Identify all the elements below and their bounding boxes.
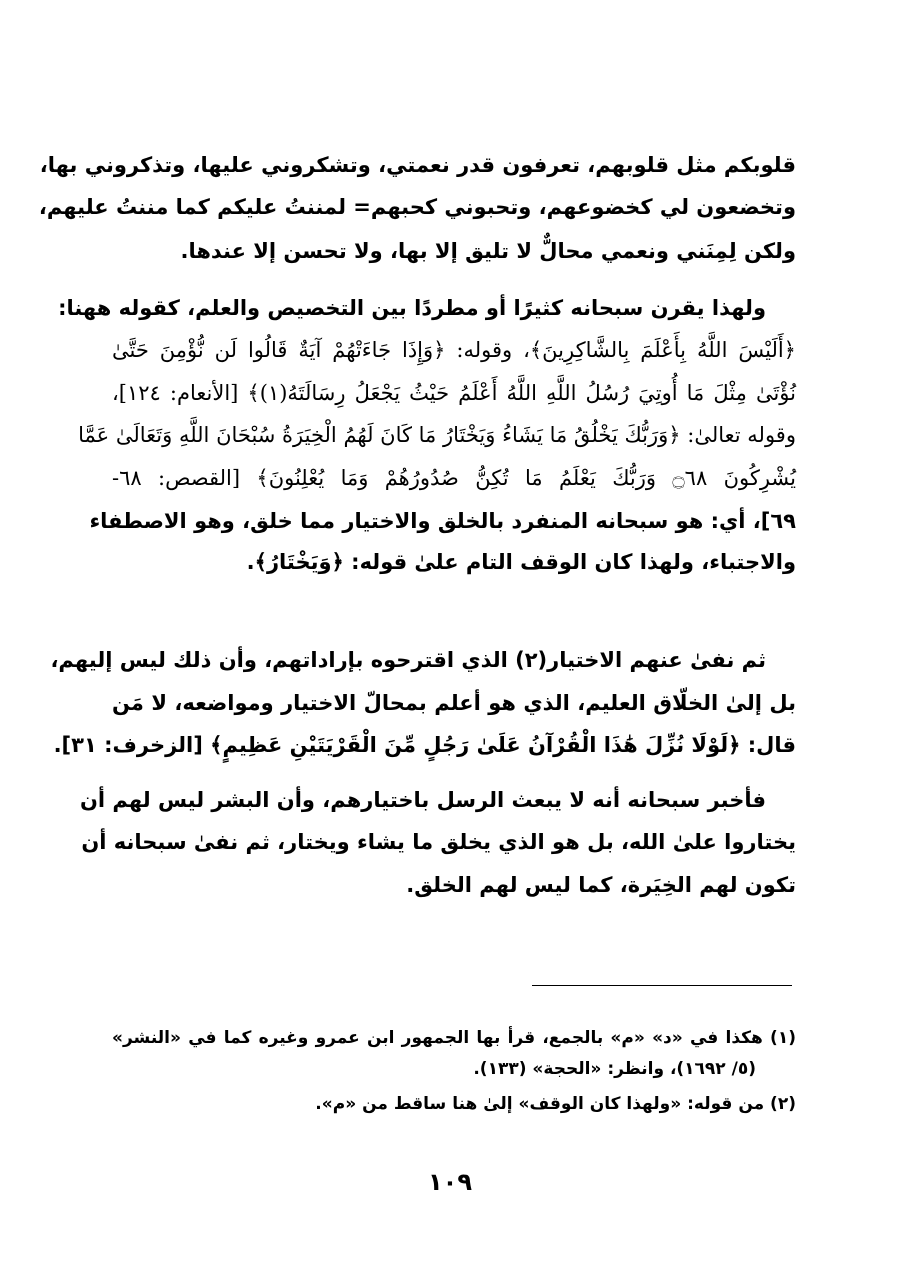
body-line: قلوبكم مثل قلوبهم، تعرفون قدر نعمتي، وتشكروني عليها، وتذكروني بها، (39, 153, 796, 177)
footnote-1-continued: (٥/ ١٦٩٢)، وانظر: «الحجة» (١٣٣). (473, 1059, 756, 1079)
body-line: تكون لهم الخِيَرة، كما ليس لهم الخلق. (406, 873, 796, 897)
body-line: والاجتباء، ولهذا كان الوقف التام علىٰ قوله: ﴿وَيَخْتَارُ﴾. (246, 550, 796, 574)
body-line: ثم نفىٰ عنهم الاختيار(٢) الذي اقترحوه بإراداتهم، وأن ذلك ليس إليهم، (50, 648, 766, 672)
body-line: قال: ﴿لَوْلَا نُزِّلَ هَٰذَا الْقُرْآنُ عَلَىٰ رَجُلٍ مِّنَ الْقَرْيَتَيْنِ عَظِيمٍ﴾ [الزخرف: ٣١]. (53, 733, 796, 757)
body-line: بل إلىٰ الخلّاق العليم، الذي هو أعلم بمحالّ الاختيار ومواضعه، لا مَن (112, 691, 796, 715)
quran-line: يُشْرِكُونَ ۝٦٨ وَرَبُّكَ يَعْلَمُ مَا تُكِنُّ صُدُورُهُمْ وَمَا يُعْلِنُونَ﴾ [القصص: ٦٨- (112, 466, 797, 490)
body-line: ٦٩]، أي: هو سبحانه المنفرد بالخلق والاختيار مما خلق، وهو الاصطفاء (89, 509, 796, 533)
body-line: فأخبر سبحانه أنه لا يبعث الرسل باختيارهم، وأن البشر ليس لهم أن (79, 788, 766, 812)
quran-line: نُؤْتَىٰ مِثْلَ مَا أُوتِيَ رُسُلُ اللَّهِ اللَّهُ أَعْلَمُ حَيْثُ يَجْعَلُ رِسَالَتَهُ(١)﴾ [الأنعام: ١٢٤]، (112, 381, 796, 405)
body-line: وتخضعون لي كخضوعهم، وتحبوني كحبهم= لمننتُ عليكم كما مننتُ عليهم، (38, 195, 796, 219)
body-line: يختاروا علىٰ الله، بل هو الذي يخلق ما يشاء ويختار، ثم نفىٰ سبحانه أن (81, 830, 796, 854)
footnote-2: (٢) من قوله: «ولهذا كان الوقف» إلىٰ هنا ساقط من «م». (315, 1094, 796, 1114)
quran-line: ﴿أَلَيْسَ اللَّهُ بِأَعْلَمَ بِالشَّاكِرِينَ﴾، وقوله: ﴿وَإِذَا جَاءَتْهُمْ آيَةٌ قَالُوا لَن نُّؤْمِنَ حَتَّىٰ (112, 338, 796, 362)
footnote-separator (532, 985, 792, 986)
quran-line: وقوله تعالىٰ: ﴿وَرَبُّكَ يَخْلُقُ مَا يَشَاءُ وَيَخْتَارُ مَا كَانَ لَهُمُ الْخِيَرَةُ سُبْحَانَ اللَّهِ وَتَعَالَىٰ عَمَّا (78, 423, 796, 447)
page-number: ١٠٩ (428, 1168, 472, 1196)
footnote-1: (١) هكذا في «د» «م» بالجمع، قرأ بها الجمهور ابن عمرو وغيره كما في «النشر» (112, 1028, 796, 1048)
body-line: ولهذا يقرن سبحانه كثيرًا أو مطردًا بين التخصيص والعلم، كقوله ههنا: (58, 296, 766, 320)
body-line: ولكن لِمِنَني ونعمي محالٌّ لا تليق إلا بها، ولا تحسن إلا عندها. (180, 239, 796, 263)
